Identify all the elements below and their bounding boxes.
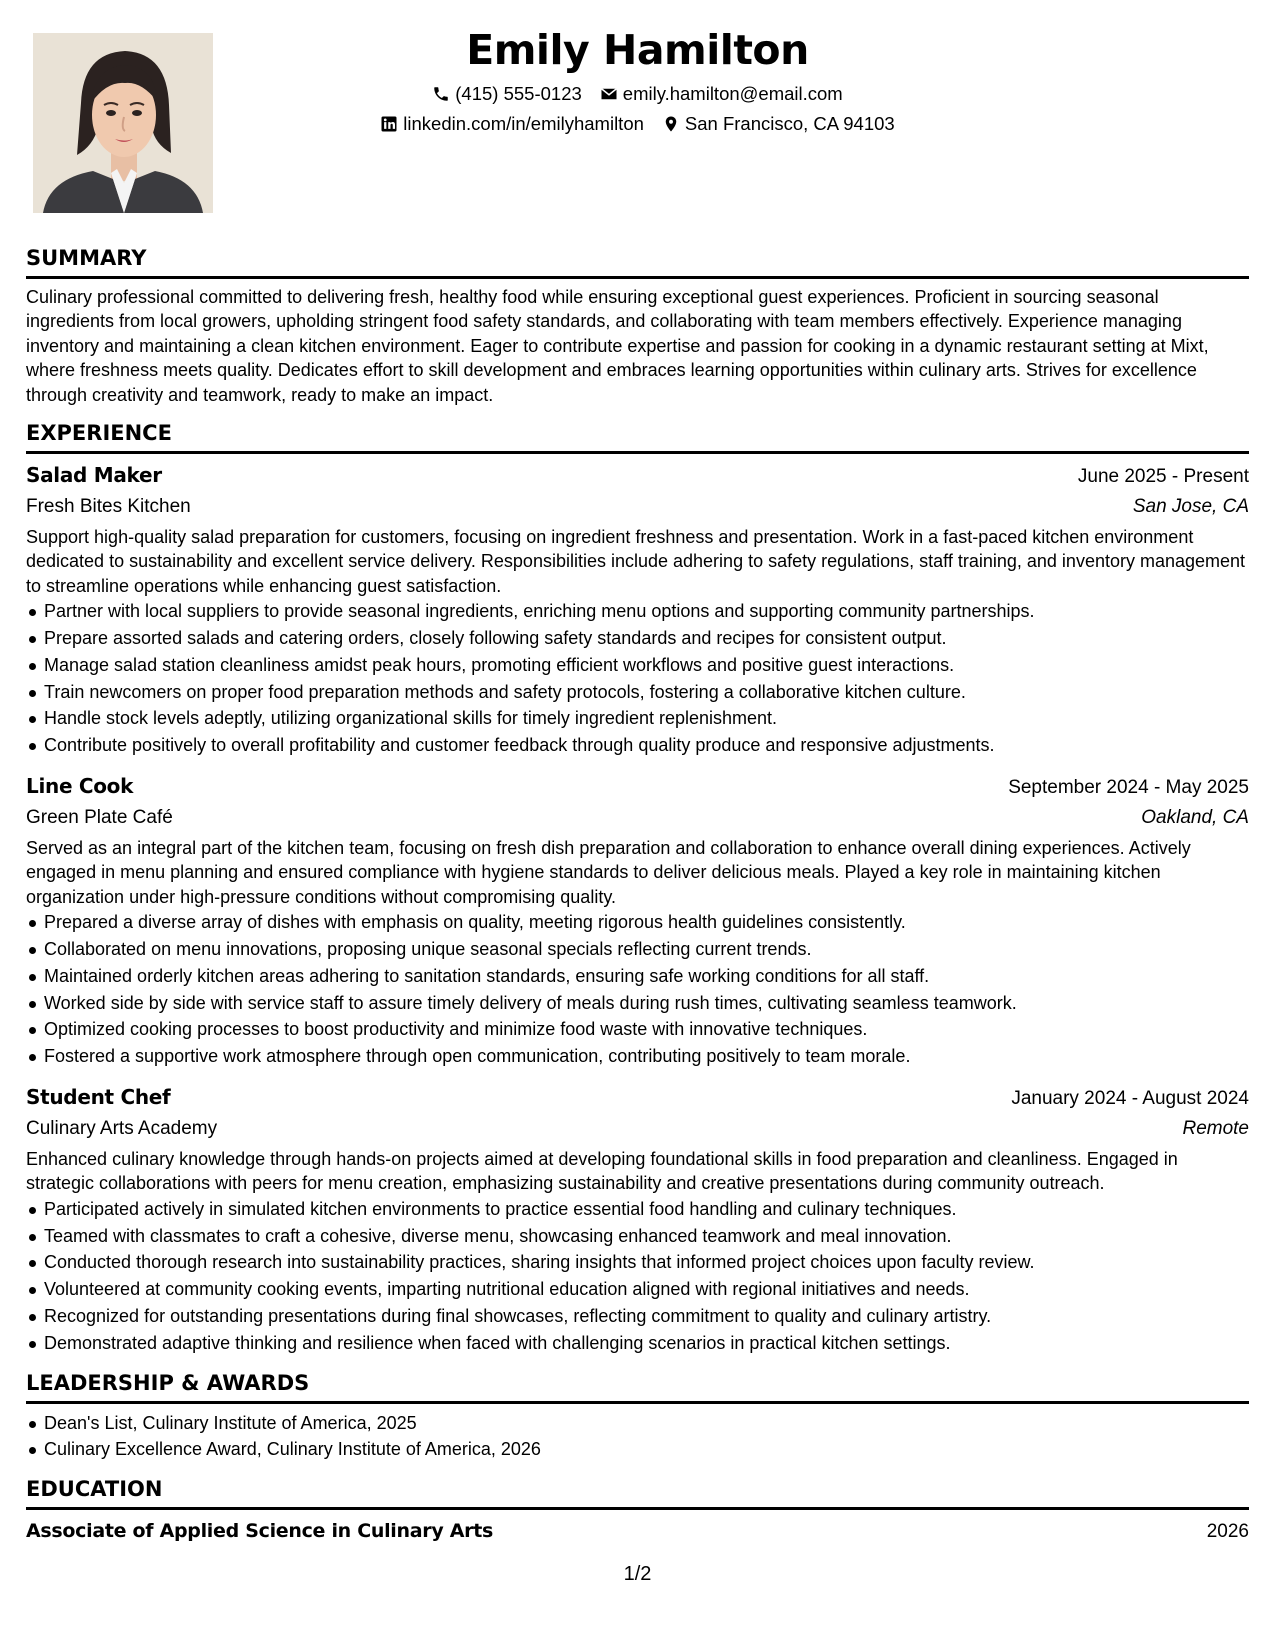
bullet-item: Volunteered at community cooking events, imparting nutritional education aligned with regional initiatives and needs.	[26, 1276, 1249, 1303]
awards-list	[26, 1410, 1249, 1464]
bullet-item: Conducted thorough research into sustainability practices, sharing insights that informed project choices upon faculty review.	[26, 1249, 1249, 1276]
company-name: Culinary Arts Academy	[26, 1118, 218, 1140]
phone-number: (415) 555-0123	[455, 83, 582, 104]
page-number: 1/2	[623, 1563, 652, 1585]
bullet-item: Optimized cooking processes to boost productivity and minimize food waste with innovative techniques.	[26, 1016, 1249, 1043]
bullet-item: Participated actively in simulated kitchen environments to practice essential food handling and culinary techniques.	[26, 1196, 1249, 1223]
graduation-year: 2026	[1206, 1521, 1249, 1543]
candidate-name: Emily Hamilton	[466, 26, 809, 74]
company-name: Fresh Bites Kitchen	[26, 496, 191, 518]
linkedin-contact[interactable]	[380, 110, 644, 138]
linkedin-icon	[380, 115, 398, 133]
email-address[interactable]: emily.hamilton@email.com	[622, 83, 843, 104]
section-heading: LEADERSHIP & AWARDS	[26, 1369, 1249, 1404]
location-contact	[662, 110, 895, 138]
bullet-item: Worked side by side with service staff to assure timely delivery of meals during rush times, cultivating seamless teamwork.	[26, 990, 1249, 1017]
bullet-item: Teamed with classmates to craft a cohesive, diverse menu, showcasing enhanced teamwork and meal innovation.	[26, 1223, 1249, 1250]
job-dates: June 2025 - Present	[1077, 466, 1249, 488]
section-heading: EDUCATION	[26, 1475, 1249, 1510]
phone-contact	[432, 80, 582, 108]
bullet-item: Train newcomers on proper food preparation methods and safety protocols, fostering a collaborative kitchen culture.	[26, 679, 1249, 706]
job-entry	[26, 1082, 1249, 1357]
experience-section	[26, 419, 1249, 1357]
job-bullets	[26, 909, 1249, 1070]
bullet-item: Partner with local suppliers to provide seasonal ingredients, enriching menu options and supporting community partnerships.	[26, 598, 1249, 625]
bullet-item: Maintained orderly kitchen areas adhering to sanitation standards, ensuring safe working conditions for all staff.	[26, 963, 1249, 990]
summary-section	[26, 244, 1249, 407]
section-heading: SUMMARY	[26, 244, 1249, 279]
bullet-item: Handle stock levels adeptly, utilizing organizational skills for timely ingredient replenishment.	[26, 705, 1249, 732]
job-description: Support high-quality salad preparation for customers, focusing on ingredient freshness and presentation. Work in a fast-paced kitchen environment dedicated to sustainability and excellent service delivery. Responsibilities include adhering to safety regulations, staff training, and inventory management to streamline operations while enhancing guest satisfaction.	[26, 527, 1246, 596]
company-name: Green Plate Café	[26, 807, 173, 829]
contact-row-1	[0, 80, 1275, 108]
bullet-item: Prepare assorted salads and catering orders, closely following safety standards and recipes for consistent output.	[26, 625, 1249, 652]
bullet-item: Fostered a supportive work atmosphere through open communication, contributing positively to team morale.	[26, 1043, 1249, 1070]
resume-header	[0, 22, 1275, 138]
summary-text: Culinary professional committed to delivering fresh, healthy food while ensuring exceptional guest experiences. Proficient in sourcing seasonal ingredients from local growers, upholding stringent food safety standards, and collaborating with team members effectively. Experience managing inventory and maintaining a clean kitchen environment. Eager to contribute expertise and passion for cooking in a dynamic restaurant setting at Mixt, where freshness meets quality. Dedicates effort to skill development and embraces learning opportunities within culinary arts. Strives for excellence through creativity and teamwork, ready to make an impact.	[26, 287, 1209, 405]
degree-name: Associate of Applied Science in Culinary Arts	[26, 1520, 493, 1543]
job-title: Line Cook	[26, 774, 134, 799]
map-pin-icon	[662, 115, 680, 133]
job-bullets	[26, 1196, 1249, 1357]
award-item: Dean's List, Culinary Institute of America, 2025	[26, 1410, 1249, 1437]
job-description: Enhanced culinary knowledge through hands-on projects aimed at developing foundational skills in food preparation and cleanliness. Engaged in strategic collaborations with peers for menu creation, emphasizing sustainability and creative presentations during community outreach.	[26, 1149, 1178, 1194]
envelope-icon	[600, 85, 618, 103]
resume-body	[26, 244, 1249, 1559]
award-item: Culinary Excellence Award, Culinary Institute of America, 2026	[26, 1436, 1249, 1463]
leadership-section	[26, 1369, 1249, 1464]
location-text: San Francisco, CA 94103	[684, 113, 895, 134]
job-title: Student Chef	[26, 1085, 171, 1110]
job-entry	[26, 771, 1249, 1070]
bullet-item: Prepared a diverse array of dishes with emphasis on quality, meeting rigorous health guidelines consistently.	[26, 909, 1249, 936]
linkedin-url[interactable]: linkedin.com/in/emilyhamilton	[403, 113, 644, 134]
job-location: San Jose, CA	[1132, 496, 1249, 518]
email-contact[interactable]	[600, 80, 843, 108]
job-entry	[26, 460, 1249, 759]
bullet-item: Recognized for outstanding presentations during final showcases, reflecting commitment to quality and culinary artistry.	[26, 1303, 1249, 1330]
job-description: Served as an integral part of the kitchen team, focusing on fresh dish preparation and collaboration to enhance overall dining experiences. Actively engaged in menu planning and ensured compliance with hygiene standards to deliver delicious meals. Played a key role in maintaining kitchen organization under high-pressure conditions without compromising quality.	[26, 838, 1191, 907]
job-location: Remote	[1182, 1118, 1249, 1140]
job-title: Salad Maker	[26, 463, 162, 488]
bullet-item: Contribute positively to overall profitability and customer feedback through quality produce and responsive adjustments.	[26, 732, 1249, 759]
education-section	[26, 1475, 1249, 1547]
job-dates: September 2024 - May 2025	[1008, 777, 1249, 799]
phone-icon	[432, 85, 450, 103]
bullet-item: Collaborated on menu innovations, proposing unique seasonal specials reflecting current trends.	[26, 936, 1249, 963]
section-heading: EXPERIENCE	[26, 419, 1249, 454]
contact-row-2	[0, 110, 1275, 138]
job-location: Oakland, CA	[1141, 807, 1249, 829]
bullet-item: Manage salad station cleanliness amidst peak hours, promoting efficient workflows and positive guest interactions.	[26, 652, 1249, 679]
bullet-item: Demonstrated adaptive thinking and resilience when faced with challenging scenarios in practical kitchen settings.	[26, 1330, 1249, 1357]
job-dates: January 2024 - August 2024	[1011, 1088, 1249, 1110]
job-bullets	[26, 598, 1249, 759]
